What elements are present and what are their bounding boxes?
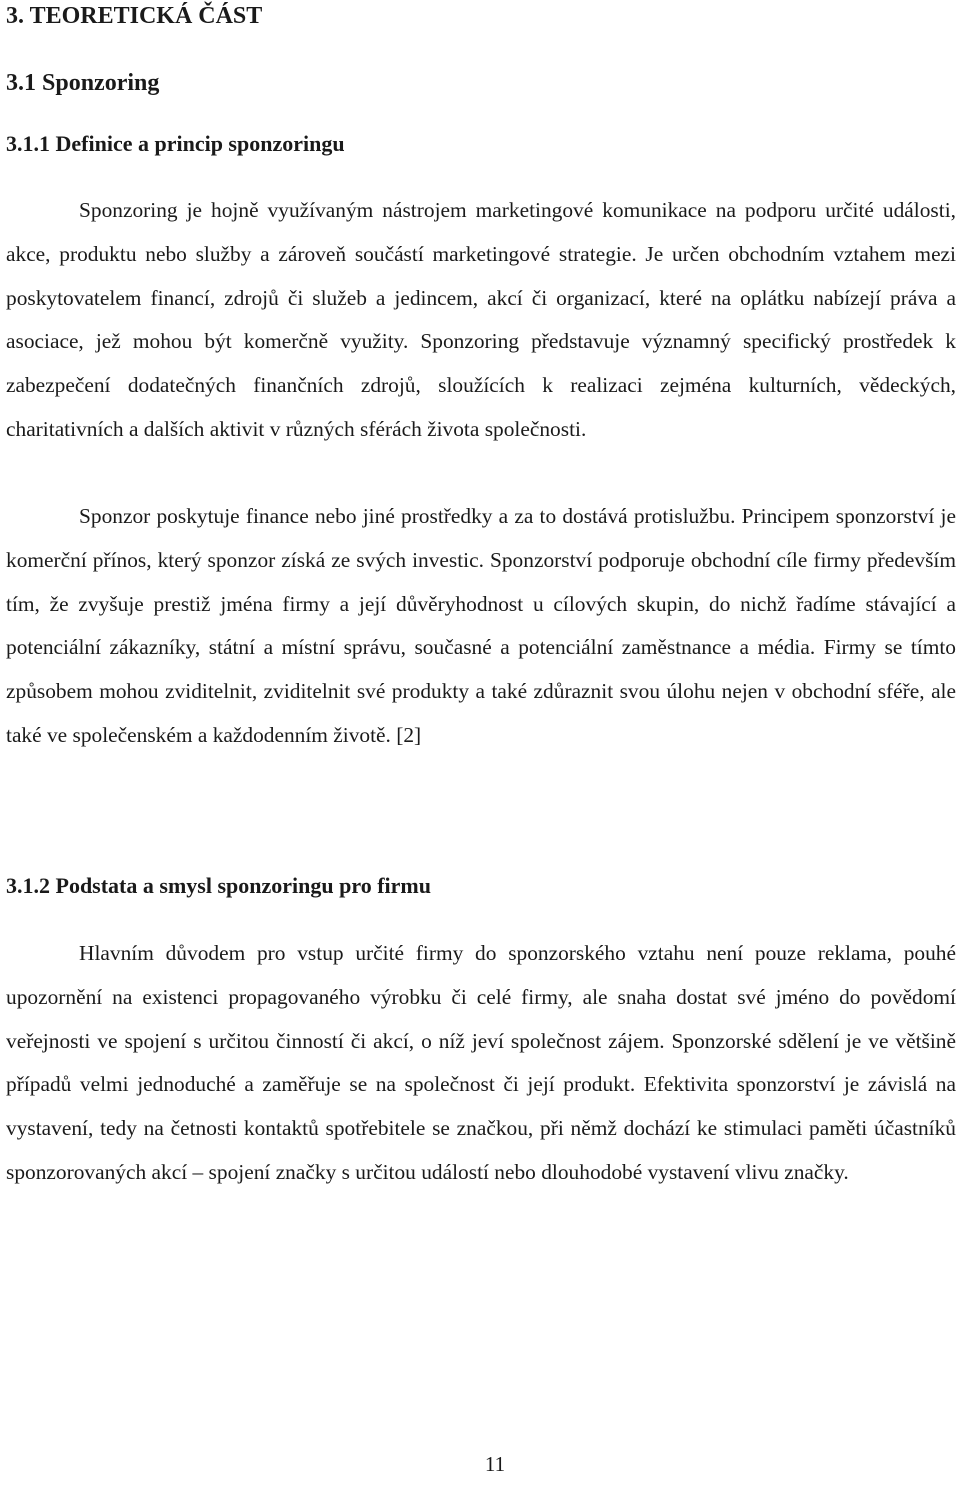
- subsection-title-definice: 3.1.1 Definice a princip sponzoringu: [6, 131, 345, 156]
- subsection-title-podstata: 3.1.2 Podstata a smysl sponzoringu pro firmu: [6, 873, 431, 898]
- paragraph: Sponzor poskytuje finance nebo jiné prostředky a za to dostává protislužbu. Principem sponzorství je komerční přínos, který sponzor získá ze svých investic. Sponzorství podporuje obchodní cíle firmy především tím, že zvyšuje prestiž jména firmy a její důvěryhodnost u cílových skupin, do nichž řadíme stávající a potenciální zákazníky, státní a místní správu, současné a potenciální zaměstnance a média. Firmy se tímto způsobem mohou zviditelnit, zviditelnit své produkty a také zdůraznit svou úlohu nejen v obchodní sféře, ale také ve společenském a každodenním životě. [2]: [6, 504, 956, 747]
- paragraph: Sponzoring je hojně využívaným nástrojem marketingové komunikace na podporu určité události, akce, produktu nebo služby a zároveň součástí marketingové strategie. Je určen obchodním vztahem mezi poskytovatelem financí, zdrojů či služeb a jedincem, akcí či organizací, které na oplátku nabízejí práva a asociace, jež mohou být komerčně využity. Sponzoring představuje významný specifický prostředek k zabezpečení dodatečných finančních zdrojů, sloužících k realizaci zejména kulturních, vědeckých, charitativních a dalších aktivit v různých sférách života společnosti.: [6, 198, 956, 441]
- page-number: 11: [484, 1452, 506, 1476]
- paragraph: Hlavním důvodem pro vstup určité firmy do sponzorského vztahu není pouze reklama, pouhé upozornění na existenci propagovaného výrobku či celé firmy, ale snaha dostat své jméno do povědomí veřejnosti ve spojení s určitou činností či akcí, o níž jeví společnost zájem. Sponzorské sdělení je ve většině případů velmi jednoduché a zaměřuje se na společnost či její produkt. Efektivita sponzorství je závislá na vystavení, tedy na četnosti kontaktů spotřebitele se značkou, při němž dochází ke stimulaci paměti účastníků sponzorovaných akcí – spojení značky s určitou událostí nebo dlouhodobé vystavení vlivu značky.: [6, 941, 956, 1184]
- chapter-title: 3. TEORETICKÁ ČÁST: [6, 3, 263, 29]
- section-title: 3.1 Sponzoring: [6, 70, 160, 96]
